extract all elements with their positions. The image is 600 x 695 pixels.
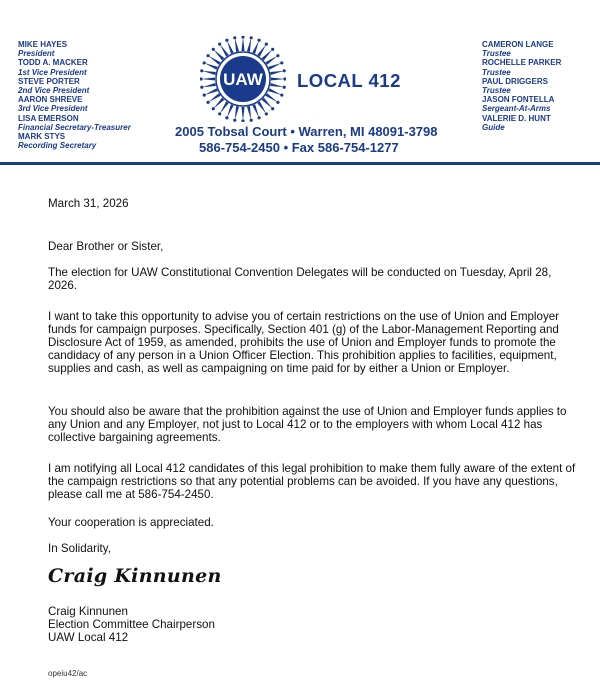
officer-title: 3rd Vice President xyxy=(18,104,88,114)
officer-entry xyxy=(482,114,561,132)
officer-entry xyxy=(482,40,561,58)
logo-ray xyxy=(257,101,266,114)
officer-entry xyxy=(18,132,131,150)
logo-ray-dot xyxy=(203,93,206,96)
logo-ray xyxy=(220,101,229,114)
letter-salutation: Dear Brother or Sister, xyxy=(48,240,164,253)
logo-ray-dot xyxy=(241,36,244,39)
logo-ray-dot xyxy=(200,69,203,72)
officer-title: Guide xyxy=(482,122,505,132)
logo-ray-dot xyxy=(218,42,221,45)
letter-paragraph: I am notifying all Local 412 candidates of this legal prohibition to make them fully aware of the extent of the campaign restrictions so that any potential problems can be avoided. If you have any questions, please call me at 586-754-2450. xyxy=(48,462,576,501)
letterhead-address: 2005 Tobsal Court • Warren, MI 48091-3798 xyxy=(175,124,438,139)
officer-name: CAMERON LANGE xyxy=(482,40,554,49)
local-title: LOCAL 412 xyxy=(297,70,401,91)
logo-ray xyxy=(241,37,244,51)
officer-name: PAUL DRIGGERS xyxy=(482,76,548,86)
handwritten-signature: Craig Kinnunen xyxy=(48,565,222,587)
logo-ray-dot xyxy=(250,119,253,122)
officer-entry xyxy=(482,95,561,113)
logo-text: UAW xyxy=(223,70,263,89)
logo-ray xyxy=(270,83,284,87)
logo-ray xyxy=(213,49,224,60)
officer-name: AARON SHREVE xyxy=(18,95,83,105)
officer-title: Financial Secretary-Treasurer xyxy=(18,122,131,132)
officer-entry xyxy=(482,58,561,76)
signature-block xyxy=(48,605,578,644)
logo-ray-dot xyxy=(206,54,209,57)
logo-ray xyxy=(227,104,234,118)
officer-title: 1st Vice President xyxy=(18,67,87,77)
signer-title: Election Committee Chairperson xyxy=(48,618,215,631)
logo-ray-dot xyxy=(250,36,253,39)
letter-closing: In Solidarity, xyxy=(48,542,111,555)
officer-title: Trustee xyxy=(482,67,511,77)
logo-ray xyxy=(201,77,215,80)
logo-ray xyxy=(208,93,221,102)
logo-ray xyxy=(268,63,282,70)
logo-ray-dot xyxy=(203,61,206,64)
letter-paragraph: Your cooperation is appreciated. xyxy=(48,516,214,529)
officers-right-list xyxy=(482,40,561,132)
logo-ray xyxy=(235,38,239,52)
logo-ray xyxy=(202,71,216,75)
logo-ray xyxy=(268,88,282,95)
signer-name: Craig Kinnunen xyxy=(48,605,128,618)
officer-entry xyxy=(18,58,131,76)
logo-ray-dot xyxy=(233,36,236,39)
logo-ray-dot xyxy=(280,61,283,64)
logo-ray-dot xyxy=(265,42,268,45)
officer-name: TODD A. MACKER xyxy=(18,58,88,68)
letterhead-divider xyxy=(0,162,600,165)
uaw-logo-icon xyxy=(200,36,286,122)
logo-ray-dot xyxy=(218,112,221,115)
officer-entry xyxy=(18,114,131,132)
logo-ray xyxy=(252,104,259,118)
logo-ray xyxy=(213,98,224,109)
logo-ray xyxy=(252,40,259,54)
logo-ray-dot xyxy=(200,77,203,80)
logo-ray xyxy=(257,44,266,57)
logo-ray-dot xyxy=(271,107,274,110)
logo-ray xyxy=(247,38,251,52)
logo-ray-dot xyxy=(225,39,228,42)
logo-ray xyxy=(271,77,285,80)
logo-ray xyxy=(247,106,251,120)
logo-ray-dot xyxy=(265,112,268,115)
logo-ray xyxy=(265,93,278,102)
logo-ray-dot xyxy=(206,101,209,104)
logo-ray-dot xyxy=(225,116,228,119)
officer-name: STEVE PORTER xyxy=(18,76,80,86)
officer-entry xyxy=(482,77,561,95)
letter-paragraph: I want to take this opportunity to advise you of certain restrictions on the use of Union and Employer funds for campaign purposes. Specifically, Section 401 (g) of the Labor-Management Reporting and Disclosure Act of 1959, as amended, prohibits the use of Union and Employer funds to promote the candidacy of any person in a Union Officer Election. This prohibition applies to facilities, equipment, supplies and cash, as well as campaigning on time paid for by either a Union or Employer. xyxy=(48,310,560,375)
logo-ray-dot xyxy=(200,86,203,89)
officer-name: JASON FONTELLA xyxy=(482,95,555,105)
logo-ray xyxy=(227,40,234,54)
signer-organization: UAW Local 412 xyxy=(48,631,129,644)
logo-ray xyxy=(208,56,221,65)
logo-ray-dot xyxy=(280,93,283,96)
logo-ray-dot xyxy=(283,77,286,80)
logo-ray-dot xyxy=(241,119,244,122)
logo-ray xyxy=(262,49,273,60)
letter-paragraph: You should also be aware that the prohibition against the use of Union and Employer funds applies to any Union and any Employer, not just to Local 412 or to the employers with whom Local 412 has collective bargaining agreements. xyxy=(48,405,567,444)
logo-ray-dot xyxy=(233,119,236,122)
letter-paragraph: The election for UAW Constitutional Convention Delegates will be conducted on Tuesday, April 28, 2026. xyxy=(48,266,552,292)
logo-ray xyxy=(241,107,244,121)
logo-ray-dot xyxy=(212,107,215,110)
officer-entry xyxy=(18,77,131,95)
officers-left-list xyxy=(18,40,131,150)
logo-ray xyxy=(202,83,216,87)
letterhead-phone: 586-754-2450 • Fax 586-754-1277 xyxy=(199,140,399,155)
logo-ray-dot xyxy=(276,101,279,104)
logo-ray-dot xyxy=(271,48,274,51)
logo-ray xyxy=(204,63,218,70)
officer-name: VALERIE D. HUNT xyxy=(482,113,551,123)
logo-ray xyxy=(204,88,218,95)
logo-ray-dot xyxy=(257,116,260,119)
logo-ray-dot xyxy=(283,69,286,72)
officer-title: President xyxy=(18,49,55,59)
logo-ray xyxy=(262,98,273,109)
reference-initials: opeiu42/ac xyxy=(48,669,88,678)
logo-ray xyxy=(220,44,229,57)
officer-title: Trustee xyxy=(482,49,511,59)
officer-entry xyxy=(18,40,131,58)
officer-name: MIKE HAYES xyxy=(18,40,68,49)
logo-ray xyxy=(265,56,278,65)
officer-name: MARK STYS xyxy=(18,132,66,142)
logo-ray xyxy=(270,71,284,75)
officer-title: 2nd Vice President xyxy=(18,86,90,96)
officer-entry xyxy=(18,95,131,113)
officer-title: Sergeant-At-Arms xyxy=(482,104,551,114)
officer-title: Trustee xyxy=(482,86,511,96)
officer-name: ROCHELLE PARKER xyxy=(482,58,562,68)
logo-ray-dot xyxy=(212,48,215,51)
officer-title: Recording Secretary xyxy=(18,141,97,151)
logo-ray xyxy=(235,106,239,120)
letter-date: March 31, 2026 xyxy=(48,197,129,210)
logo-ray-dot xyxy=(276,54,279,57)
officer-name: LISA EMERSON xyxy=(18,113,79,123)
logo-ray-dot xyxy=(283,86,286,89)
logo-ray-dot xyxy=(257,39,260,42)
